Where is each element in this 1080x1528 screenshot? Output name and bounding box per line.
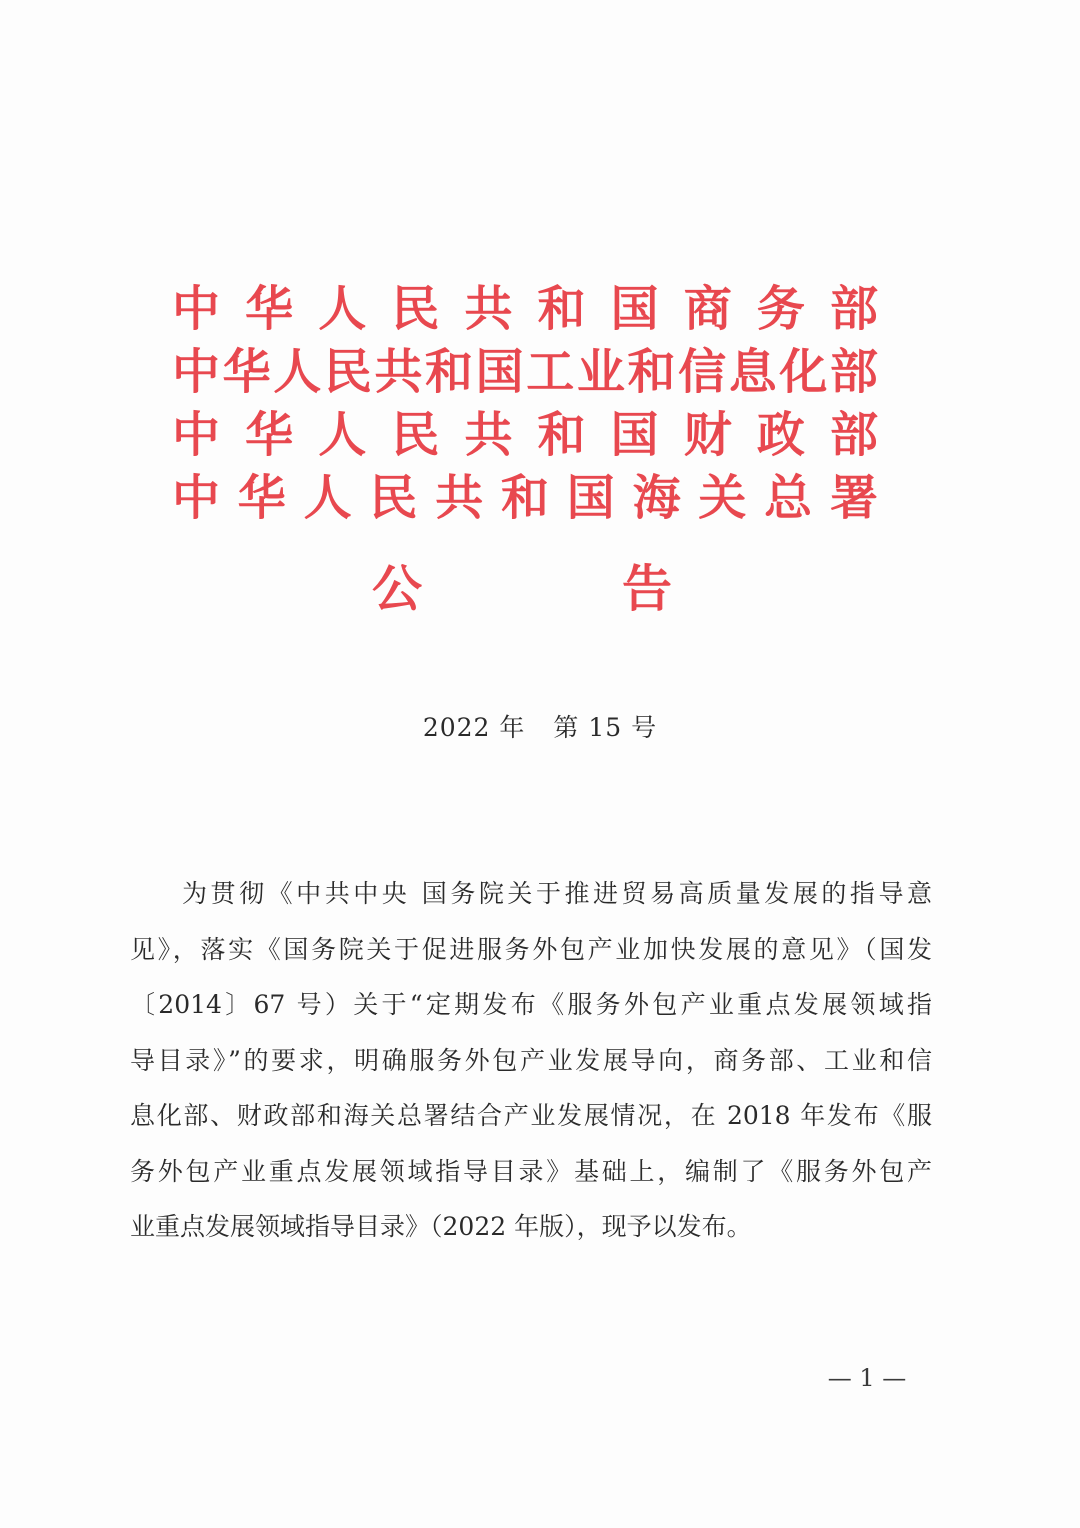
agency-line-industry-it bbox=[172, 341, 878, 404]
agency-char: 共 bbox=[435, 470, 484, 526]
agency-char: 国 bbox=[610, 407, 659, 463]
agency-char: 署 bbox=[829, 470, 878, 526]
body-line: 息化部、财政部和海关总署结合产业发展情况，在 2018 年发布《服 bbox=[130, 1101, 932, 1130]
issuing-agencies bbox=[172, 278, 882, 530]
agency-char: 中 bbox=[172, 344, 221, 400]
document-serial: 第 15 号 bbox=[553, 713, 658, 742]
agency-char: 和 bbox=[537, 281, 586, 337]
agency-char: 民 bbox=[391, 281, 440, 337]
agency-char: 中 bbox=[172, 281, 221, 337]
agency-char: 华 bbox=[237, 470, 286, 526]
body-line: 〔2014〕67 号）关于“定期发布《服务外包产业重点发展领域指 bbox=[130, 990, 932, 1019]
agency-char: 工 bbox=[526, 344, 575, 400]
agency-char: 和 bbox=[500, 470, 549, 526]
body-line: 务外包产业重点发展领域指导目录》基础上，编制了《服务外包产 bbox=[130, 1156, 932, 1186]
document-number bbox=[0, 710, 1080, 746]
agency-char: 人 bbox=[303, 470, 352, 526]
agency-char: 华 bbox=[245, 407, 294, 463]
agency-char: 国 bbox=[475, 344, 524, 400]
body-paragraph bbox=[130, 866, 932, 1255]
agency-char: 共 bbox=[464, 281, 513, 337]
agency-char: 总 bbox=[764, 470, 813, 526]
agency-char: 和 bbox=[537, 407, 586, 463]
body-line: 业重点发展领域指导目录》（2022 年版），现予以发布。 bbox=[130, 1212, 752, 1241]
agency-char: 人 bbox=[318, 281, 367, 337]
agency-line-customs bbox=[172, 467, 878, 530]
body-line: 见》，落实《国务院关于促进服务外包产业加快发展的意见》（国发 bbox=[130, 934, 932, 964]
agency-char: 息 bbox=[728, 344, 777, 400]
agency-char: 务 bbox=[756, 281, 805, 337]
agency-char: 共 bbox=[464, 407, 513, 463]
agency-char: 国 bbox=[610, 281, 659, 337]
agency-char: 财 bbox=[683, 407, 732, 463]
agency-char: 和 bbox=[425, 344, 474, 400]
body-line: 导目录》”的要求，明确服务外包产业发展导向，商务部、工业和信 bbox=[130, 1045, 932, 1075]
agency-char: 化 bbox=[779, 344, 828, 400]
document-year: 2022 年 bbox=[422, 713, 526, 742]
agency-char: 部 bbox=[829, 281, 878, 337]
agency-char: 业 bbox=[576, 344, 625, 400]
agency-char: 中 bbox=[172, 407, 221, 463]
agency-char: 政 bbox=[756, 407, 805, 463]
agency-char: 华 bbox=[222, 344, 271, 400]
agency-line-commerce bbox=[172, 278, 878, 341]
agency-char: 民 bbox=[391, 407, 440, 463]
agency-char: 人 bbox=[273, 344, 322, 400]
agency-char: 部 bbox=[829, 407, 878, 463]
agency-line-finance bbox=[172, 404, 878, 467]
agency-char: 海 bbox=[632, 470, 681, 526]
agency-char: 民 bbox=[369, 470, 418, 526]
agency-char: 华 bbox=[245, 281, 294, 337]
agency-char: 部 bbox=[829, 344, 878, 400]
agency-char: 商 bbox=[683, 281, 732, 337]
agency-char: 人 bbox=[318, 407, 367, 463]
announcement-title-char: 公 bbox=[372, 559, 422, 618]
agency-char: 信 bbox=[678, 344, 727, 400]
agency-char: 共 bbox=[374, 344, 423, 400]
body-line: 为贯彻《中共中央 国务院关于推进贸易高质量发展的指导意 bbox=[182, 879, 932, 908]
page-number: — 1 — bbox=[827, 1364, 907, 1392]
agency-char: 关 bbox=[698, 470, 747, 526]
announcement-title-char: 告 bbox=[622, 559, 672, 618]
agency-char: 民 bbox=[323, 344, 372, 400]
agency-char: 国 bbox=[566, 470, 615, 526]
agency-char: 中 bbox=[172, 470, 221, 526]
agency-char: 和 bbox=[627, 344, 676, 400]
announcement-title bbox=[372, 556, 672, 622]
